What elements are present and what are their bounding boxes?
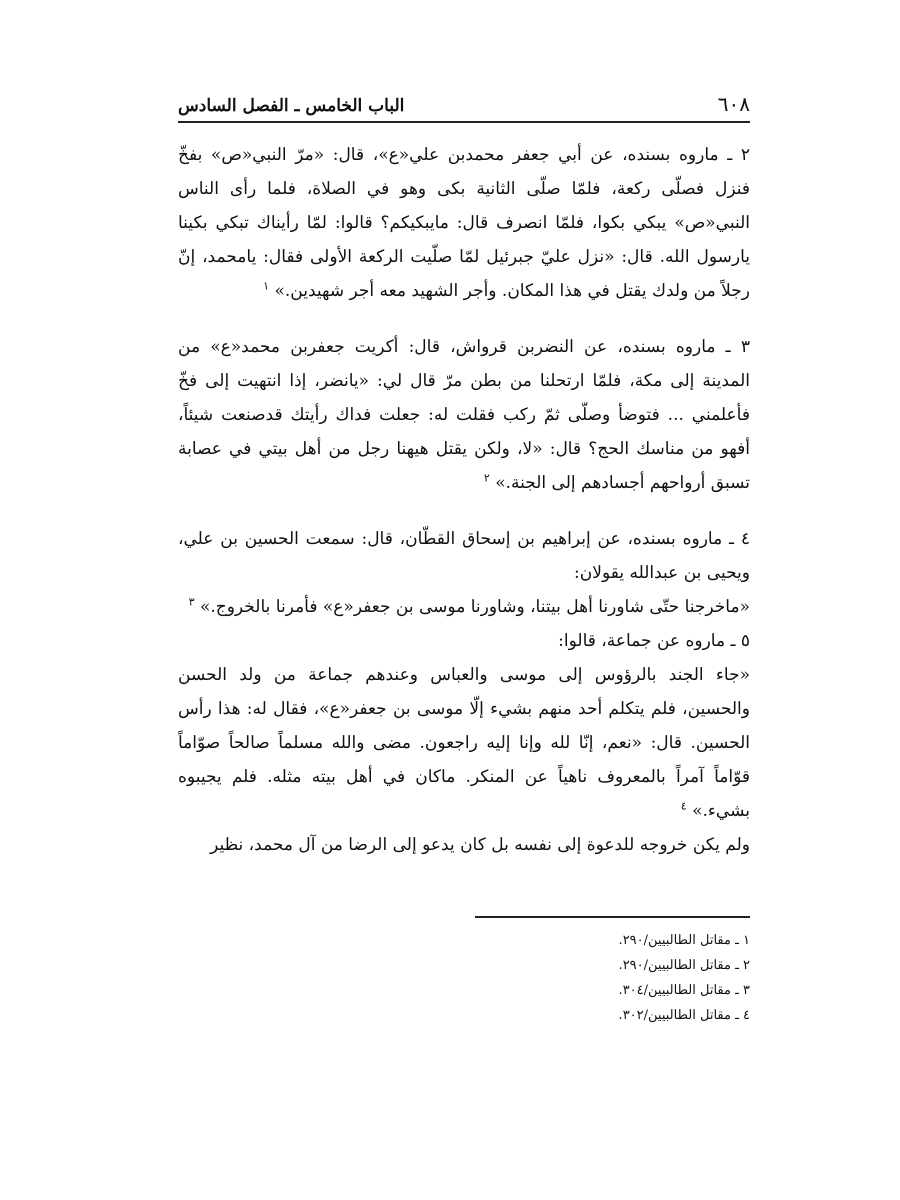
paragraph-2 <box>178 138 750 308</box>
footnote-rule <box>475 916 750 918</box>
paragraph-3-text: ٣ ـ ماروه بسنده، عن النضربن قرواش، قال: أكريت جعفربن محمد«ع» من المدينة إلى مكة، فلمّا ارتحلنا من بطن مرّ قال لي: «يانضر، إذا انتهيت إلى فخّ فأعلمني ... فتوضأ وصلّى ثمّ ركب فقلت له: جعلت فداك رأيتك قدصنعت شيئاً، أفهو من مناسك الحج؟ قال: «لا، ولكن يقتل هيهنا رجل من أهل بيتي في عصابة تسبق أرواحهم أجسادهم إلى الجنة.» <box>178 337 750 493</box>
paragraph-4 <box>178 522 750 590</box>
running-title: الباب الخامس ـ الفصل السادس <box>178 96 405 116</box>
footnote-ref-2: ٢ <box>483 471 490 485</box>
paragraph-5-quote <box>178 658 750 828</box>
footnote-1: ١ ـ مقاتل الطالبيين/٢٩٠. <box>618 933 750 948</box>
paragraph-5 <box>178 624 750 658</box>
paragraph-5-quote-text: «جاء الجند بالرؤوس إلى موسى والعباس وعندهم جماعة من ولد الحسن والحسين، فلم يتكلم أحد منهم بشيء إلّا موسى بن جعفر«ع»، فقال له: هذا رأس الحسين. قال: «نعم، إنّا لله وإنا إليه راجعون. مضى والله مسلماً صالحاً صوّاماً قوّاماً آمراً بالمعروف ناهياً عن المنكر. ماكان في أهل بيته مثله. فلم يجيبوه بشيء.» <box>178 665 750 821</box>
footnote-2: ٢ ـ مقاتل الطالبيين/٢٩٠. <box>618 958 750 973</box>
header-rule <box>178 121 750 123</box>
paragraph-6-text: ولم يكن خروجه للدعوة إلى نفسه بل كان يدعو إلى الرضا من آل محمد، نظير <box>210 835 750 855</box>
page-number: ٦٠٨ <box>717 92 750 116</box>
footnote-ref-3: ٣ <box>188 595 195 609</box>
paragraph-3 <box>178 330 750 500</box>
body-text <box>178 138 750 862</box>
paragraph-4-text: ٤ ـ ماروه بسنده، عن إبراهيم بن إسحاق القطّان، قال: سمعت الحسين بن علي، ويحيى بن عبدالله يقولان: <box>178 529 750 583</box>
paragraph-5-text: ٥ ـ ماروه عن جماعة، قالوا: <box>558 631 750 651</box>
paragraph-2-text: ٢ ـ ماروه بسنده، عن أبي جعفر محمدبن علي«ع»، قال: «مرّ النبي«ص» بفخّ فنزل فصلّى ركعة، فلمّا صلّى الثانية بكى وهو في الصلاة، فلما رأى الناس النبي«ص» يبكي بكوا، فلمّا انصرف قال: مايبكيكم؟ قالوا: لمّا رأيناك تبكي بكينا يارسول الله. قال: «نزل عليّ جبرئيل لمّا صلّيت الركعة الأولى فقال: يامحمد، إنّ رجلاً من ولدك يقتل في هذا المكان. وأجر الشهيد معه أجر شهيدين.» <box>178 145 750 301</box>
footnotes <box>475 928 750 1028</box>
footnote-4: ٤ ـ مقاتل الطالبيين/٣٠٢. <box>618 1008 750 1023</box>
page-header <box>178 86 750 116</box>
paragraph-4-quote-text: «ماخرجنا حتّى شاورنا أهل بيتنا، وشاورنا موسى بن جعفر«ع» فأمرنا بالخروج.» <box>199 597 750 617</box>
footnote-3: ٣ ـ مقاتل الطالبيين/٣٠٤. <box>618 983 750 998</box>
footnote-ref-1: ١ <box>263 279 270 293</box>
paragraph-4-quote <box>178 590 750 624</box>
footnote-ref-4: ٤ <box>680 799 687 813</box>
paragraph-6 <box>178 828 750 862</box>
